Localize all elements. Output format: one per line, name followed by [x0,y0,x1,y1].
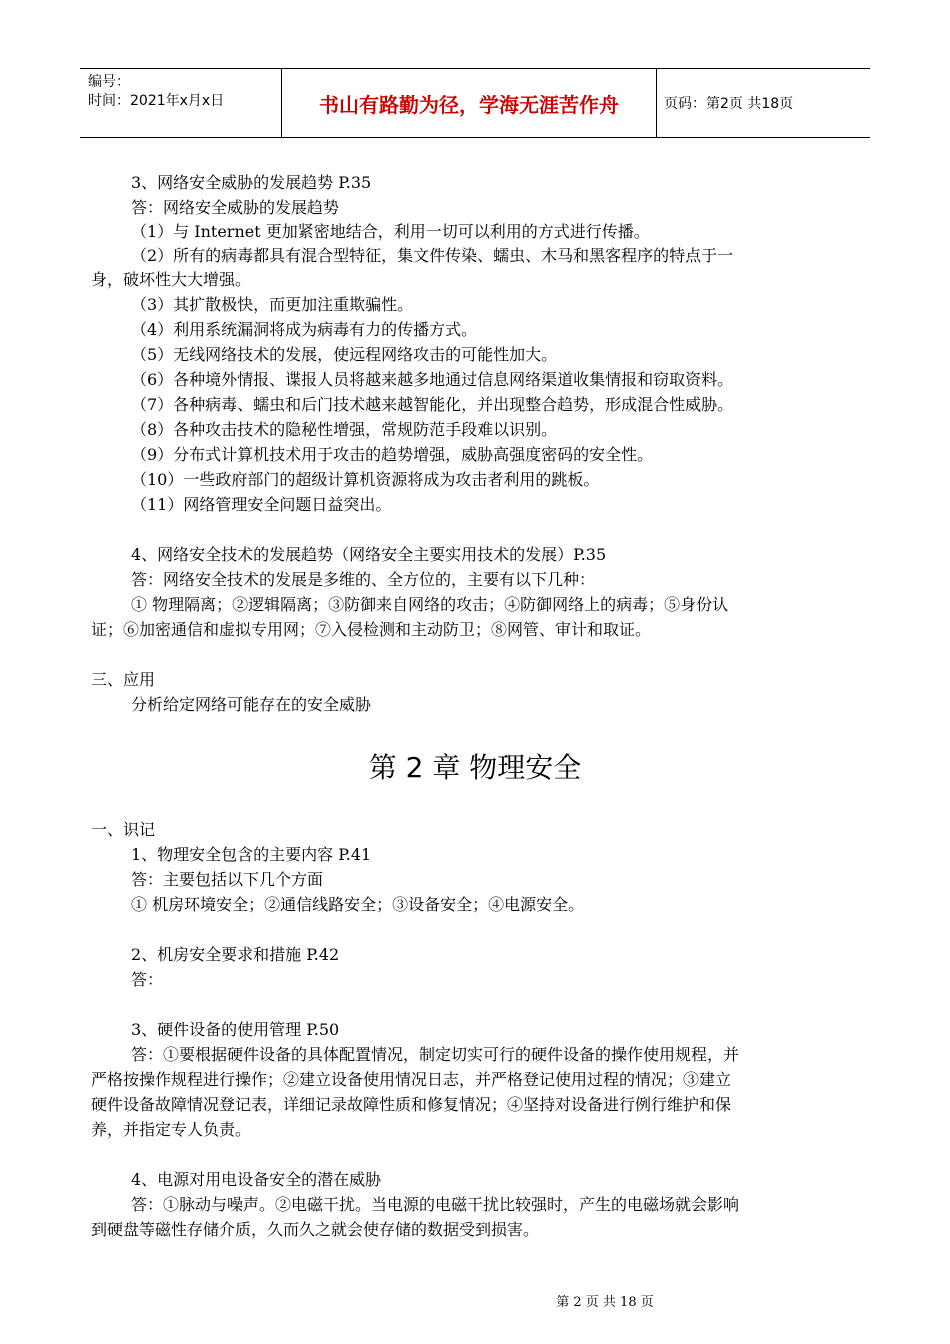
section-heading: 4、网络安全技术的发展趋势（网络安全主要实用技术的发展）P.35 [131,545,607,564]
answer-line: ① 机房环境安全；②通信线路安全；③设备安全；④电源安全。 [131,895,585,914]
list-item: （5）无线网络技术的发展，使远程网络攻击的可能性加大。 [131,345,558,364]
section-heading: 2、机房安全要求和措施 P.42 [131,945,340,964]
header-meta [80,69,282,137]
paragraph: 分析给定网络可能存在的安全威胁 [131,695,372,714]
section-heading: 3、网络安全威胁的发展趋势 P.35 [131,173,372,192]
section-heading: 3、硬件设备的使用管理 P.50 [131,1020,340,1039]
answer-line: 答：①脉动与噪声。②电磁干扰。当电源的电磁干扰比较强时，产生的电磁场就会影响 [131,1195,740,1214]
answer-line: 答：网络安全技术的发展是多维的、全方位的，主要有以下几种： [131,570,596,589]
page-footer: 第 2 页 共 18 页 [556,1295,654,1310]
answer-line: 答： [131,970,164,989]
code-label: 编号： [88,74,130,90]
answer-line: ① 物理隔离；②逻辑隔离；③防御来自网络的攻击；④防御网络上的病毒；⑤身份认 [131,595,729,614]
answer-line-continuation: 硬件设备故障情况登记表，详细记录故障性质和修复情况；④坚持对设备进行例行维护和保 [91,1095,732,1114]
time-label: 时间：2021年x月x日 [88,93,225,109]
list-item: （6）各种境外情报、谍报人员将越来越多地通过信息网络渠道收集情报和窃取资料。 [131,370,734,389]
part-heading: 一、识记 [91,820,156,839]
section-heading: 4、电源对用电设备安全的潜在威胁 [131,1170,382,1189]
answer-line-continuation: 养，并指定专人负责。 [91,1120,252,1139]
answer-line-continuation: 证；⑥加密通信和虚拟专用网；⑦入侵检测和主动防卫；⑧网管、审计和取证。 [91,620,652,639]
header-motto: 书山有路勤为径，学海无涯苦作舟 [282,69,657,137]
list-item: （9）分布式计算机技术用于攻击的趋势增强，威胁高强度密码的安全性。 [131,445,654,464]
list-item: （8）各种攻击技术的隐秘性增强，常规防范手段难以识别。 [131,420,558,439]
section-heading: 1、物理安全包含的主要内容 P.41 [131,845,372,864]
list-item: （4）利用系统漏洞将成为病毒有力的传播方式。 [131,320,478,339]
part-heading: 三、应用 [91,670,156,689]
answer-line-continuation: 严格按操作规程进行操作；②建立设备使用情况日志，并严格登记使用过程的情况；③建立 [91,1070,732,1089]
list-item: （1）与 Internet 更加紧密地结合，利用一切可以利用的方式进行传播。 [131,222,650,241]
list-item: （3）其扩散极快，而更加注重欺骗性。 [131,295,414,314]
answer-line: 答：网络安全威胁的发展趋势 [131,198,340,217]
list-item: （10）一些政府部门的超级计算机资源将成为攻击者利用的跳板。 [131,470,600,489]
answer-line: 答：①要根据硬件设备的具体配置情况，制定切实可行的硬件设备的操作使用规程，并 [131,1045,740,1064]
chapter-title: 第 2 章 物理安全 [368,751,582,784]
answer-line: 答：主要包括以下几个方面 [131,870,324,889]
answer-line-continuation: 到硬盘等磁性存储介质，久而久之就会使存储的数据受到损害。 [91,1220,540,1239]
header-page-label: 页码：第2页 共18页 [664,96,794,112]
list-item: （11）网络管理安全问题日益突出。 [131,495,392,514]
list-item: （7）各种病毒、蠕虫和后门技术越来越智能化，并出现整合趋势，形成混合性威胁。 [131,395,734,414]
list-item-continuation: 身，破坏性大大增强。 [91,270,252,289]
page-header [80,68,870,138]
list-item: （2）所有的病毒都具有混合型特征，集文件传染、蠕虫、木马和黑客程序的特点于一 [131,246,734,265]
